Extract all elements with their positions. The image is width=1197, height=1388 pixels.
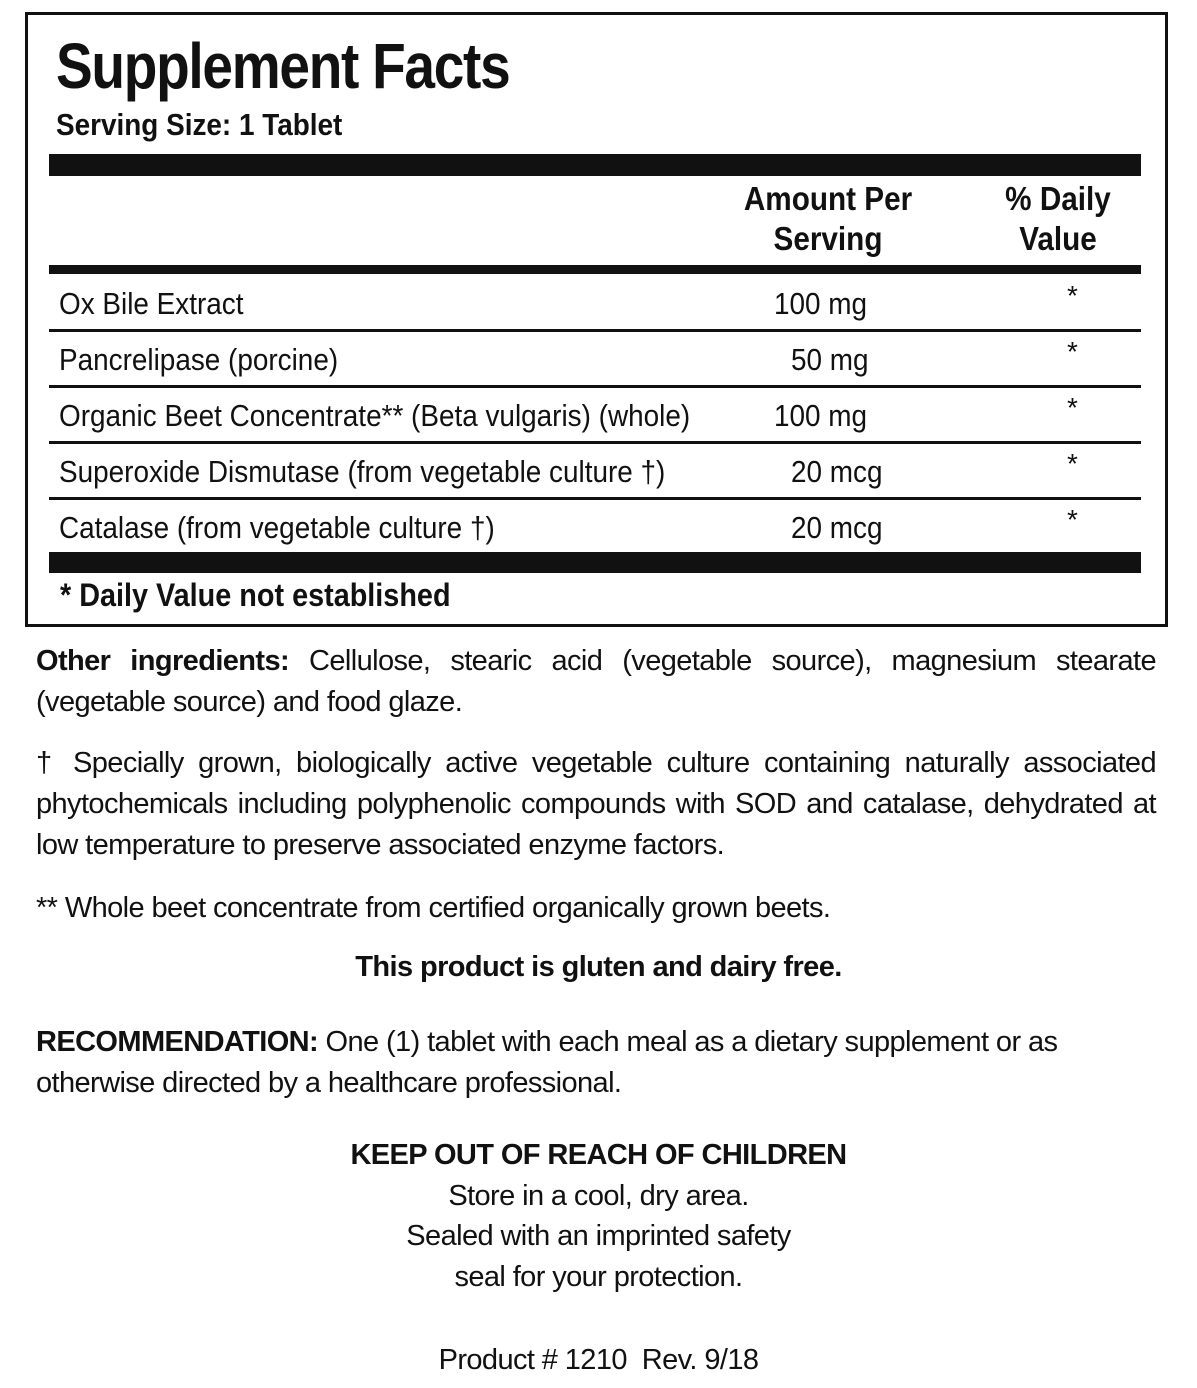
other-ingredients-label: Other ingredients:: [36, 645, 290, 677]
ingredient-amount: 20 mcg: [791, 510, 883, 545]
top-thick-divider: [49, 154, 1141, 176]
product-number: Product # 1210 Rev. 9/18: [438, 1344, 759, 1376]
dagger-footnote: † Specially grown, biologically active vegetable culture containing naturally associated phytochemicals including polyphenolic compounds with SOD and catalase, dehydrated at low temperature to preserve associated enzyme factors.: [36, 747, 1156, 861]
ingredient-daily-value: *: [1067, 280, 1078, 311]
warning-heading: KEEP OUT OF REACH OF CHILDREN: [350, 1139, 847, 1171]
gluten-dairy-free-note: This product is gluten and dairy free.: [355, 951, 842, 983]
ingredient-daily-value: *: [1067, 504, 1078, 535]
amount-header-line1: Amount Per: [743, 180, 913, 217]
facts-title: Supplement Facts: [56, 30, 510, 102]
table-row: [49, 500, 1141, 556]
safety-seal-line1: Sealed with an imprinted safety: [406, 1220, 791, 1252]
ingredient-name: Catalase (from vegetable culture †): [59, 510, 495, 545]
ingredient-name: Organic Beet Concentrate** (Beta vulgaris) (whole): [59, 398, 691, 433]
beet-footnote: ** Whole beet concentrate from certified organically grown beets.: [36, 892, 831, 924]
other-ingredients-text: Cellulose, stearic acid (vegetable source), magnesium stearate (vegetable source) and food glaze.: [36, 645, 1156, 718]
table-row: [49, 388, 1141, 444]
ingredient-name: Ox Bile Extract: [59, 286, 244, 321]
dv-header-line2: Value: [1019, 220, 1097, 257]
header-divider: [49, 265, 1141, 274]
ingredient-daily-value: *: [1067, 392, 1078, 423]
recommendation-label: RECOMMENDATION:: [36, 1026, 319, 1058]
ingredient-amount: 50 mg: [791, 342, 869, 377]
recommendation-text: One (1) tablet with each meal as a dietary supplement or as otherwise directed by a healthcare professional.: [36, 1026, 1058, 1099]
other-ingredients: [36, 641, 1156, 723]
ingredient-daily-value: *: [1067, 448, 1078, 479]
daily-value-footnote: * Daily Value not established: [60, 577, 451, 613]
ingredient-amount: 100 mg: [774, 286, 868, 321]
daily-value-header: [991, 179, 1126, 259]
serving-size: Serving Size: 1 Tablet: [56, 107, 343, 142]
supplement-facts-panel: [25, 12, 1168, 627]
ingredient-name: Superoxide Dismutase (from vegetable culture †): [59, 454, 666, 489]
bottom-thick-divider: [49, 552, 1141, 573]
table-row: [49, 276, 1141, 332]
amount-per-serving-header: [738, 179, 918, 259]
storage-line: Store in a cool, dry area.: [448, 1180, 749, 1212]
safety-seal-line2: seal for your protection.: [454, 1261, 743, 1293]
ingredient-daily-value: *: [1067, 336, 1078, 367]
ingredient-name: Pancrelipase (porcine): [59, 342, 339, 377]
recommendation: [36, 1022, 1096, 1104]
amount-header-line2: Serving: [773, 220, 883, 257]
table-row: [49, 332, 1141, 388]
ingredient-amount: 20 mcg: [791, 454, 883, 489]
table-row: [49, 444, 1141, 500]
dv-header-line1: % Daily: [1005, 180, 1111, 217]
ingredient-amount: 100 mg: [774, 398, 868, 433]
